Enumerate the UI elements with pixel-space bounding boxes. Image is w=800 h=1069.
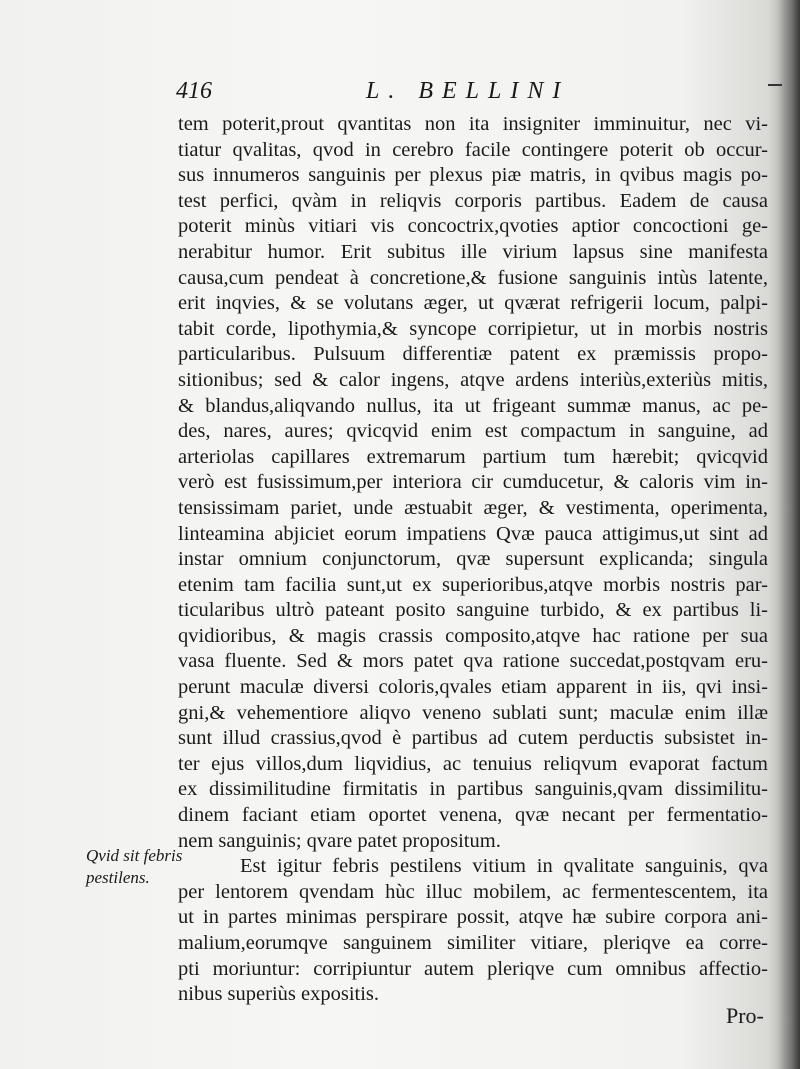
text-line: tem poterit,prout qvantitas non ita insigniter imminuitur, nec vi- <box>178 113 768 135</box>
text-line: ter ejus villos,dum liqvidius, ac tenuius reliqvum evaporat factum <box>178 752 768 775</box>
text-line: verò est fusissimum,per interiora cir cumducetur, & caloris vim in- <box>178 471 768 494</box>
text-line: poterit minùs vitiari vis concoctrix,qvoties aptior concoctioni ge- <box>178 215 768 238</box>
text-line: ticularibus ultrò pateant posito sanguine turbido, & ex partibus li- <box>178 599 768 622</box>
text-line: test perfici, qvàm in reliqvis corporis partibus. Eadem de causa <box>178 189 768 212</box>
text-line: particularibus. Pulsuum differentiæ patent ex præmissis propo- <box>178 343 768 366</box>
text-line: arteriolas capillares extremarum partium tum hærebit; qvicqvid <box>178 445 768 468</box>
margin-note <box>86 845 186 889</box>
page-header <box>176 78 616 110</box>
page-gutter-shadow <box>778 0 800 1069</box>
text-line: pti moriuntur: corripiuntur autem pleriqve cum omnibus affectio- <box>178 957 768 980</box>
text-line: perunt maculæ diversi coloris,qvales etiam apparent in iis, qvi insi- <box>178 676 768 699</box>
text-line: Est igitur febris pestilens vitium in qvalitate sanguinis, qva <box>240 855 768 878</box>
text-line: ut in partes minimas perspirare possit, atqve hæ subire corpora ani- <box>178 906 768 929</box>
corner-mark <box>768 84 782 86</box>
text-line: nem sanguinis; qvare patet propositum. <box>178 829 501 852</box>
text-line: qvidioribus, & magis crassis composito,atqve hac ratione per sua <box>178 624 768 647</box>
text-line: dinem faciant etiam oportet venena, qvæ necant per fermentatio- <box>178 804 768 827</box>
body-text <box>178 112 768 1008</box>
margin-note-line: Qvid sit febris <box>86 846 183 865</box>
text-line: vasa fluente. Sed & mors patet qva ratione succedat,postqvam eru- <box>178 650 768 673</box>
running-head: L. BELLINI <box>366 78 570 104</box>
text-line: erit inqvies, & se volutans æger, ut qværat refrigerii locum, palpi- <box>178 292 768 315</box>
catchword: Pro- <box>726 1003 764 1028</box>
text-line: nibus superiùs expositis. <box>178 983 380 1006</box>
text-line: gni,& vehementiore aliqvo veneno sublati sunt; maculæ enim illæ <box>178 701 768 724</box>
text-line: tabit corde, lipothymia,& syncope corripietur, ut in morbis nostris <box>178 317 768 340</box>
page-number: 416 <box>176 78 212 104</box>
margin-note-line: pestilens. <box>86 868 150 887</box>
text-line: tiatur qvalitas, qvod in cerebro facile contingere poterit ob occur- <box>178 138 768 161</box>
text-line: linteamina abjiciet eorum impatiens Qvæ pauca attigimus,ut sint ad <box>178 522 768 545</box>
text-line: des, nares, aures; qvicqvid enim est compactum in sanguine, ad <box>178 420 768 443</box>
text-line: & blandus,aliqvando nullus, ita ut frigeant summæ manus, ac pe- <box>178 394 768 417</box>
text-line: malium,eorumqve sanguinem similiter vitiare, pleriqve ea corre- <box>178 932 768 954</box>
text-line: instar omnium conjunctorum, qvæ supersunt explicanda; singula <box>178 548 768 571</box>
text-line: sus innumeros sanguinis per plexus piæ matris, in qvibus magis po- <box>178 164 768 187</box>
text-line: sitionibus; sed & calor ingens, atqve ardens interiùs,exteriùs mitis, <box>178 368 768 391</box>
text-line: causa,cum pendeat à concretione,& fusione sanguinis intùs latente, <box>178 266 768 289</box>
text-line: per lentorem qvendam hùc illuc mobilem, ac fermentescentem, ita <box>178 880 768 903</box>
text-line: sunt illud crassius,qvod è partibus ad cutem perductis subsistet in- <box>178 727 768 750</box>
text-line: nerabitur humor. Erit subitus ille virium lapsus sine manifesta <box>178 240 768 263</box>
text-line: tensissimam pariet, unde æstuabit æger, & vestimenta, operimenta, <box>178 496 768 519</box>
text-line: etenim tam facilia sunt,ut ex superioribus,atqve morbis nostris par- <box>178 573 768 596</box>
text-line: ex dissimilitudine firmitatis in partibus sanguinis,qvam dissimilitu- <box>178 778 768 801</box>
